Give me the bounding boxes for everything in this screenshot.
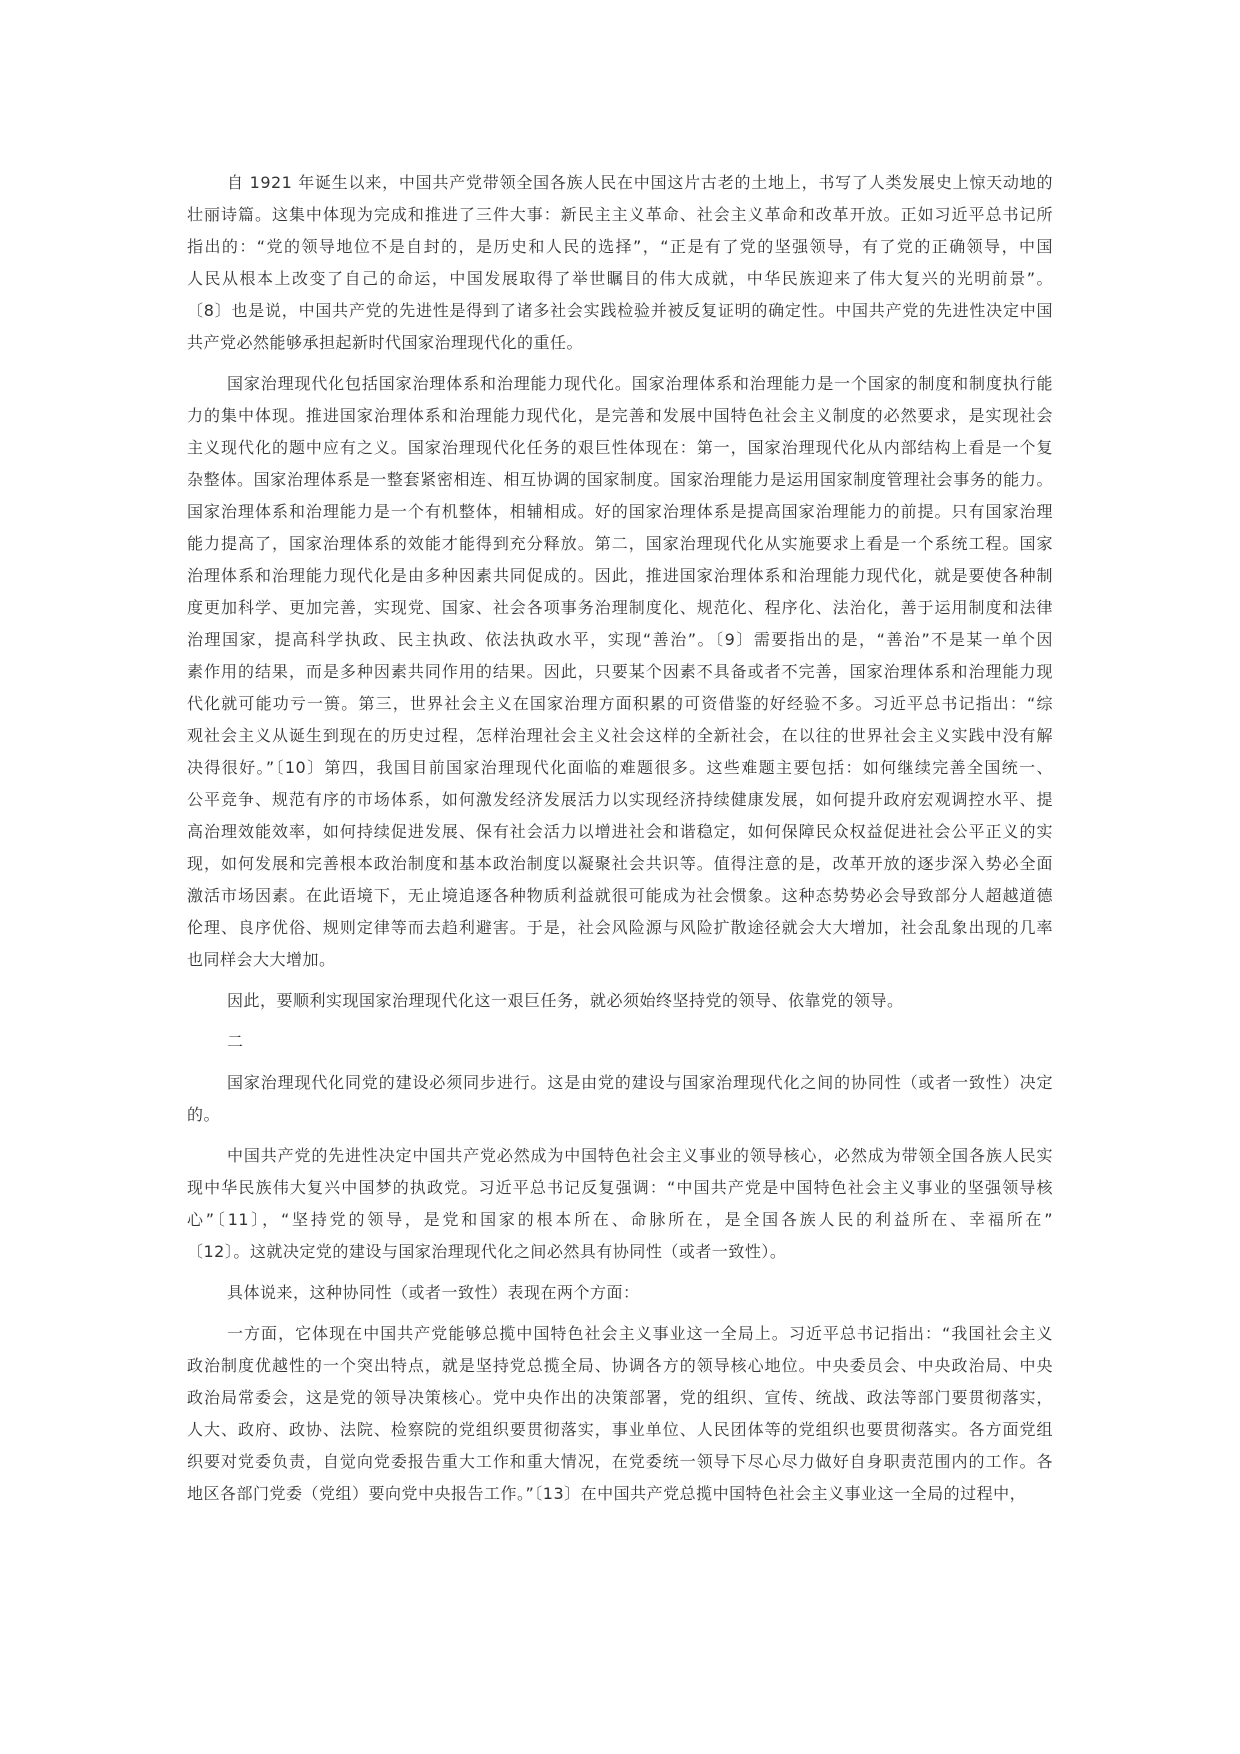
paragraph-p1: [187, 167, 1053, 359]
paragraph-p6: [187, 1277, 1053, 1309]
paragraph-line: 治理国家，提高科学执政、民主执政、依法执政水平，实现“善治”。〔9〕需要指出的是，“善治”不是某一单个因: [187, 630, 1053, 649]
section-number: 二: [227, 1032, 244, 1051]
paragraph-line: 杂整体。国家治理体系是一整套紧密相连、相互协调的国家制度。国家治理能力是运用国家制度管理社会事务的能力。: [187, 470, 1053, 489]
paragraph-p3: [187, 985, 1053, 1017]
paragraph-line: 决得很好。”〔10〕第四，我国目前国家治理现代化面临的难题很多。这些难题主要包括：如何继续完善全国统一、: [187, 758, 1053, 777]
paragraph-p4: [187, 1067, 1053, 1131]
paragraph-line: 观社会主义从诞生到现在的历史过程，怎样治理社会主义社会这样的全新社会，在以往的世界社会主义实践中没有解: [187, 726, 1053, 745]
paragraph-line: 〔12〕。这就决定党的建设与国家治理现代化之间必然具有协同性（或者一致性）。: [187, 1242, 787, 1261]
paragraph-line: 力的集中体现。推进国家治理体系和治理能力现代化，是完善和发展中国特色社会主义制度的必然要求，是实现社会: [187, 406, 1053, 425]
paragraph-line: 高治理效能效率，如何持续促进发展、保有社会活力以增进社会和谐稳定，如何保障民众权益促进社会公平正义的实: [187, 822, 1053, 841]
paragraph-line: 的。: [187, 1105, 221, 1124]
paragraph-line: 人大、政府、政协、法院、检察院的党组织要贯彻落实，事业单位、人民团体等的党组织也要贯彻落实。各方面党组: [187, 1420, 1053, 1439]
paragraph-line: 治理体系和治理能力现代化是由多种因素共同促成的。因此，推进国家治理体系和治理能力现代化，就是要使各种制: [187, 566, 1053, 585]
paragraph-line: 心”〔11〕，“坚持党的领导，是党和国家的根本所在、命脉所在，是全国各族人民的利益所在、幸福所在”: [187, 1210, 1053, 1229]
paragraph-line: 〔8〕也是说，中国共产党的先进性是得到了诸多社会实践检验并被反复证明的确定性。中国共产党的先进性决定中国: [187, 301, 1053, 320]
paragraph-line: 国家治理现代化同党的建设必须同步进行。这是由党的建设与国家治理现代化之间的协同性（或者一致性）决定: [227, 1073, 1053, 1092]
paragraph-line: 国家治理体系和治理能力是一个有机整体，相辅相成。好的国家治理体系是提高国家治理能力的前提。只有国家治理: [187, 502, 1053, 521]
paragraph-line: 度更加科学、更加完善，实现党、国家、社会各项事务治理制度化、规范化、程序化、法治化，善于运用制度和法律: [187, 598, 1053, 617]
paragraph-line: 政治局常委会，这是党的领导决策核心。党中央作出的决策部署，党的组织、宣传、统战、政法等部门要贯彻落实，: [187, 1388, 1053, 1407]
paragraph-line: 人民从根本上改变了自己的命运，中国发展取得了举世瞩目的伟大成就，中华民族迎来了伟大复兴的光明前景”。: [187, 269, 1053, 288]
paragraph-line: 地区各部门党委（党组）要向党中央报告工作。”〔13〕在中国共产党总揽中国特色社会主义事业这一全局的过程中，: [187, 1484, 1027, 1503]
paragraph-line: 代化就可能功亏一篑。第三，世界社会主义在国家治理方面积累的可资借鉴的好经验不多。习近平总书记指出：“综: [187, 694, 1053, 713]
paragraph-line: 主义现代化的题中应有之义。国家治理现代化任务的艰巨性体现在：第一，国家治理现代化从内部结构上看是一个复: [187, 438, 1053, 457]
paragraph-line: 共产党必然能够承担起新时代国家治理现代化的重任。: [187, 333, 584, 352]
paragraph-p2: [187, 368, 1053, 976]
paragraph-line: 具体说来，这种协同性（或者一致性）表现在两个方面：: [227, 1283, 640, 1302]
paragraph-p7: [187, 1318, 1053, 1510]
paragraph-line: 也同样会大大增加。: [187, 950, 336, 969]
paragraph-line: 能力提高了，国家治理体系的效能才能得到充分释放。第二，国家治理现代化从实施要求上看是一个系统工程。国家: [187, 534, 1053, 553]
paragraph-line: 素作用的结果，而是多种因素共同作用的结果。因此，只要某个因素不具备或者不完善，国家治理体系和治理能力现: [187, 662, 1053, 681]
paragraph-line: 一方面，它体现在中国共产党能够总揽中国特色社会主义事业这一全局上。习近平总书记指出：“我国社会主义: [227, 1324, 1053, 1343]
paragraph-line: 伦理、良序优俗、规则定律等而去趋利避害。于是，社会风险源与风险扩散途径就会大大增加，社会乱象出现的几率: [187, 918, 1053, 937]
paragraph-line: 自 1921 年诞生以来，中国共产党带领全国各族人民在中国这片古老的土地上，书写了人类发展史上惊天动地的: [227, 173, 1053, 192]
paragraph-line: 织要对党委负责，自觉向党委报告重大工作和重大情况，在党委统一领导下尽心尽力做好自身职责范围内的工作。各: [187, 1452, 1053, 1471]
paragraph-line: 指出的：“党的领导地位不是自封的，是历史和人民的选择”，“正是有了党的坚强领导，有了党的正确领导，中国: [187, 237, 1053, 256]
paragraph-line: 国家治理现代化包括国家治理体系和治理能力现代化。国家治理体系和治理能力是一个国家的制度和制度执行能: [227, 374, 1053, 393]
paragraph-line: 现中华民族伟大复兴中国梦的执政党。习近平总书记反复强调：“中国共产党是中国特色社会主义事业的坚强领导核: [187, 1178, 1053, 1197]
paragraph-line: 中国共产党的先进性决定中国共产党必然成为中国特色社会主义事业的领导核心，必然成为带领全国各族人民实: [227, 1146, 1053, 1165]
paragraph-line: 公平竞争、规范有序的市场体系，如何激发经济发展活力以实现经济持续健康发展，如何提升政府宏观调控水平、提: [187, 790, 1053, 809]
paragraph-line: 壮丽诗篇。这集中体现为完成和推进了三件大事：新民主主义革命、社会主义革命和改革开放。正如习近平总书记所: [187, 205, 1053, 224]
document-page: [187, 167, 1053, 1519]
paragraph-line: 政治制度优越性的一个突出特点，就是坚持党总揽全局、协调各方的领导核心地位。中央委员会、中央政治局、中央: [187, 1356, 1053, 1375]
paragraph-line: 因此，要顺利实现国家治理现代化这一艰巨任务，就必须始终坚持党的领导、依靠党的领导。: [227, 991, 904, 1010]
paragraph-line: 现，如何发展和完善根本政治制度和基本政治制度以凝聚社会共识等。值得注意的是，改革开放的逐步深入势必全面: [187, 854, 1053, 873]
paragraph-line: 激活市场因素。在此语境下，无止境追逐各种物质利益就很可能成为社会惯象。这种态势势必会导致部分人超越道德: [187, 886, 1053, 905]
paragraph-p5: [187, 1140, 1053, 1268]
